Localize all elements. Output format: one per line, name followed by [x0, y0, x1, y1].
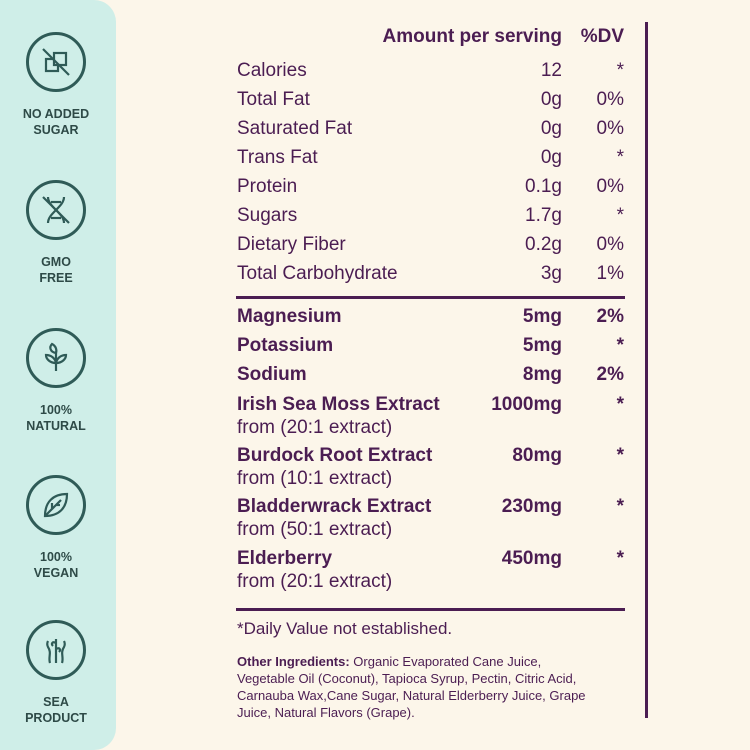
extract-ratio: from (20:1 extract): [237, 571, 393, 592]
extract-dv: *: [616, 548, 624, 569]
nutrient-name: Trans Fat: [237, 147, 318, 168]
nutrient-amount: 3g: [540, 263, 562, 284]
mineral-row: [237, 335, 625, 364]
extract-dv: *: [616, 394, 624, 415]
nutrient-amount: 0g: [540, 118, 562, 139]
extract-amount: 230mg: [501, 496, 562, 517]
nutrient-row: [237, 205, 625, 234]
nutrient-name: Total Fat: [237, 89, 310, 110]
badge-label: NO ADDED SUGAR: [22, 107, 90, 137]
nutrient-row: [237, 263, 625, 292]
mineral-amount: 8mg: [522, 364, 562, 385]
nutrient-dv: 1%: [596, 263, 624, 284]
other-ingredients-text: Organic Evaporated Cane Juice, Vegetable Oil (Coconut), Tapioca Syrup, Pectin, Citric Acid, Carnauba Wax,Cane Sugar, Natural Elderberry Juice, Grape Juice, Natural Flavors (Grape).: [237, 654, 586, 720]
nutrient-name: Dietary Fiber: [237, 234, 346, 255]
nutrient-amount: 0g: [540, 147, 562, 168]
extract-amount: 1000mg: [491, 394, 562, 415]
section-divider: [236, 296, 625, 299]
extract-amount: 80mg: [512, 445, 562, 466]
mineral-amount: 5mg: [522, 335, 562, 356]
nutrient-amount: 0.2g: [525, 234, 562, 255]
nutrient-amount: 0.1g: [525, 176, 562, 197]
nutrient-amount: 1.7g: [525, 205, 562, 226]
extract-name: Burdock Root Extract: [237, 445, 433, 466]
extract-dv: *: [616, 496, 624, 517]
header-amount-per-serving: Amount per serving: [382, 26, 562, 47]
section-divider: [236, 608, 625, 611]
nutrient-dv: 0%: [596, 234, 624, 255]
nutrient-dv: 0%: [596, 176, 624, 197]
extract-dv: *: [616, 445, 624, 466]
nutrient-name: Protein: [237, 176, 298, 197]
nutrient-row: [237, 89, 625, 118]
nutrient-name: Sugars: [237, 205, 298, 226]
mineral-row: [237, 306, 625, 335]
daily-value-footnote: *Daily Value not established.: [237, 619, 453, 638]
nutrient-row: [237, 60, 625, 89]
nutrient-name: Total Carbohydrate: [237, 263, 398, 284]
nutrient-name: Saturated Fat: [237, 118, 353, 139]
extract-amount: 450mg: [501, 548, 562, 569]
nutrient-name: Calories: [237, 60, 307, 81]
extract-ratio: from (10:1 extract): [237, 468, 393, 489]
panel-right-border: [645, 22, 648, 718]
nutrient-dv: 0%: [596, 89, 624, 110]
nutrient-row: [237, 176, 625, 205]
extract-name: Irish Sea Moss Extract: [237, 394, 440, 415]
nutrient-amount: 0g: [540, 89, 562, 110]
other-ingredients-label: Other Ingredients:: [237, 654, 350, 669]
badge-label: GMO FREE: [39, 255, 73, 285]
nutrient-dv: 0%: [596, 118, 624, 139]
nutrient-dv: *: [616, 60, 624, 81]
extract-ratio: from (50:1 extract): [237, 519, 393, 540]
extract-name: Bladderwrack Extract: [237, 496, 432, 517]
mineral-dv: *: [616, 335, 624, 356]
badge-label: SEA PRODUCT: [25, 695, 87, 725]
mineral-dv: 2%: [596, 364, 624, 385]
mineral-row: [237, 364, 625, 393]
nutrient-row: [237, 118, 625, 147]
mineral-amount: 5mg: [522, 306, 562, 327]
nutrient-amount: 12: [540, 60, 562, 81]
mineral-name: Potassium: [237, 335, 334, 356]
nutrient-row: [237, 234, 625, 263]
nutrient-dv: *: [616, 147, 624, 168]
extract-name: Elderberry: [237, 548, 333, 569]
badge-label: 100% VEGAN: [33, 550, 79, 580]
extract-ratio: from (20:1 extract): [237, 417, 393, 438]
mineral-name: Magnesium: [237, 306, 342, 327]
badge-label: 100% NATURAL: [26, 403, 86, 433]
mineral-name: Sodium: [237, 364, 307, 385]
other-ingredients: [237, 653, 599, 721]
nutrient-dv: *: [616, 205, 624, 226]
nutrient-row: [237, 147, 625, 176]
header-dv: %DV: [580, 26, 624, 47]
mineral-dv: 2%: [596, 306, 624, 327]
